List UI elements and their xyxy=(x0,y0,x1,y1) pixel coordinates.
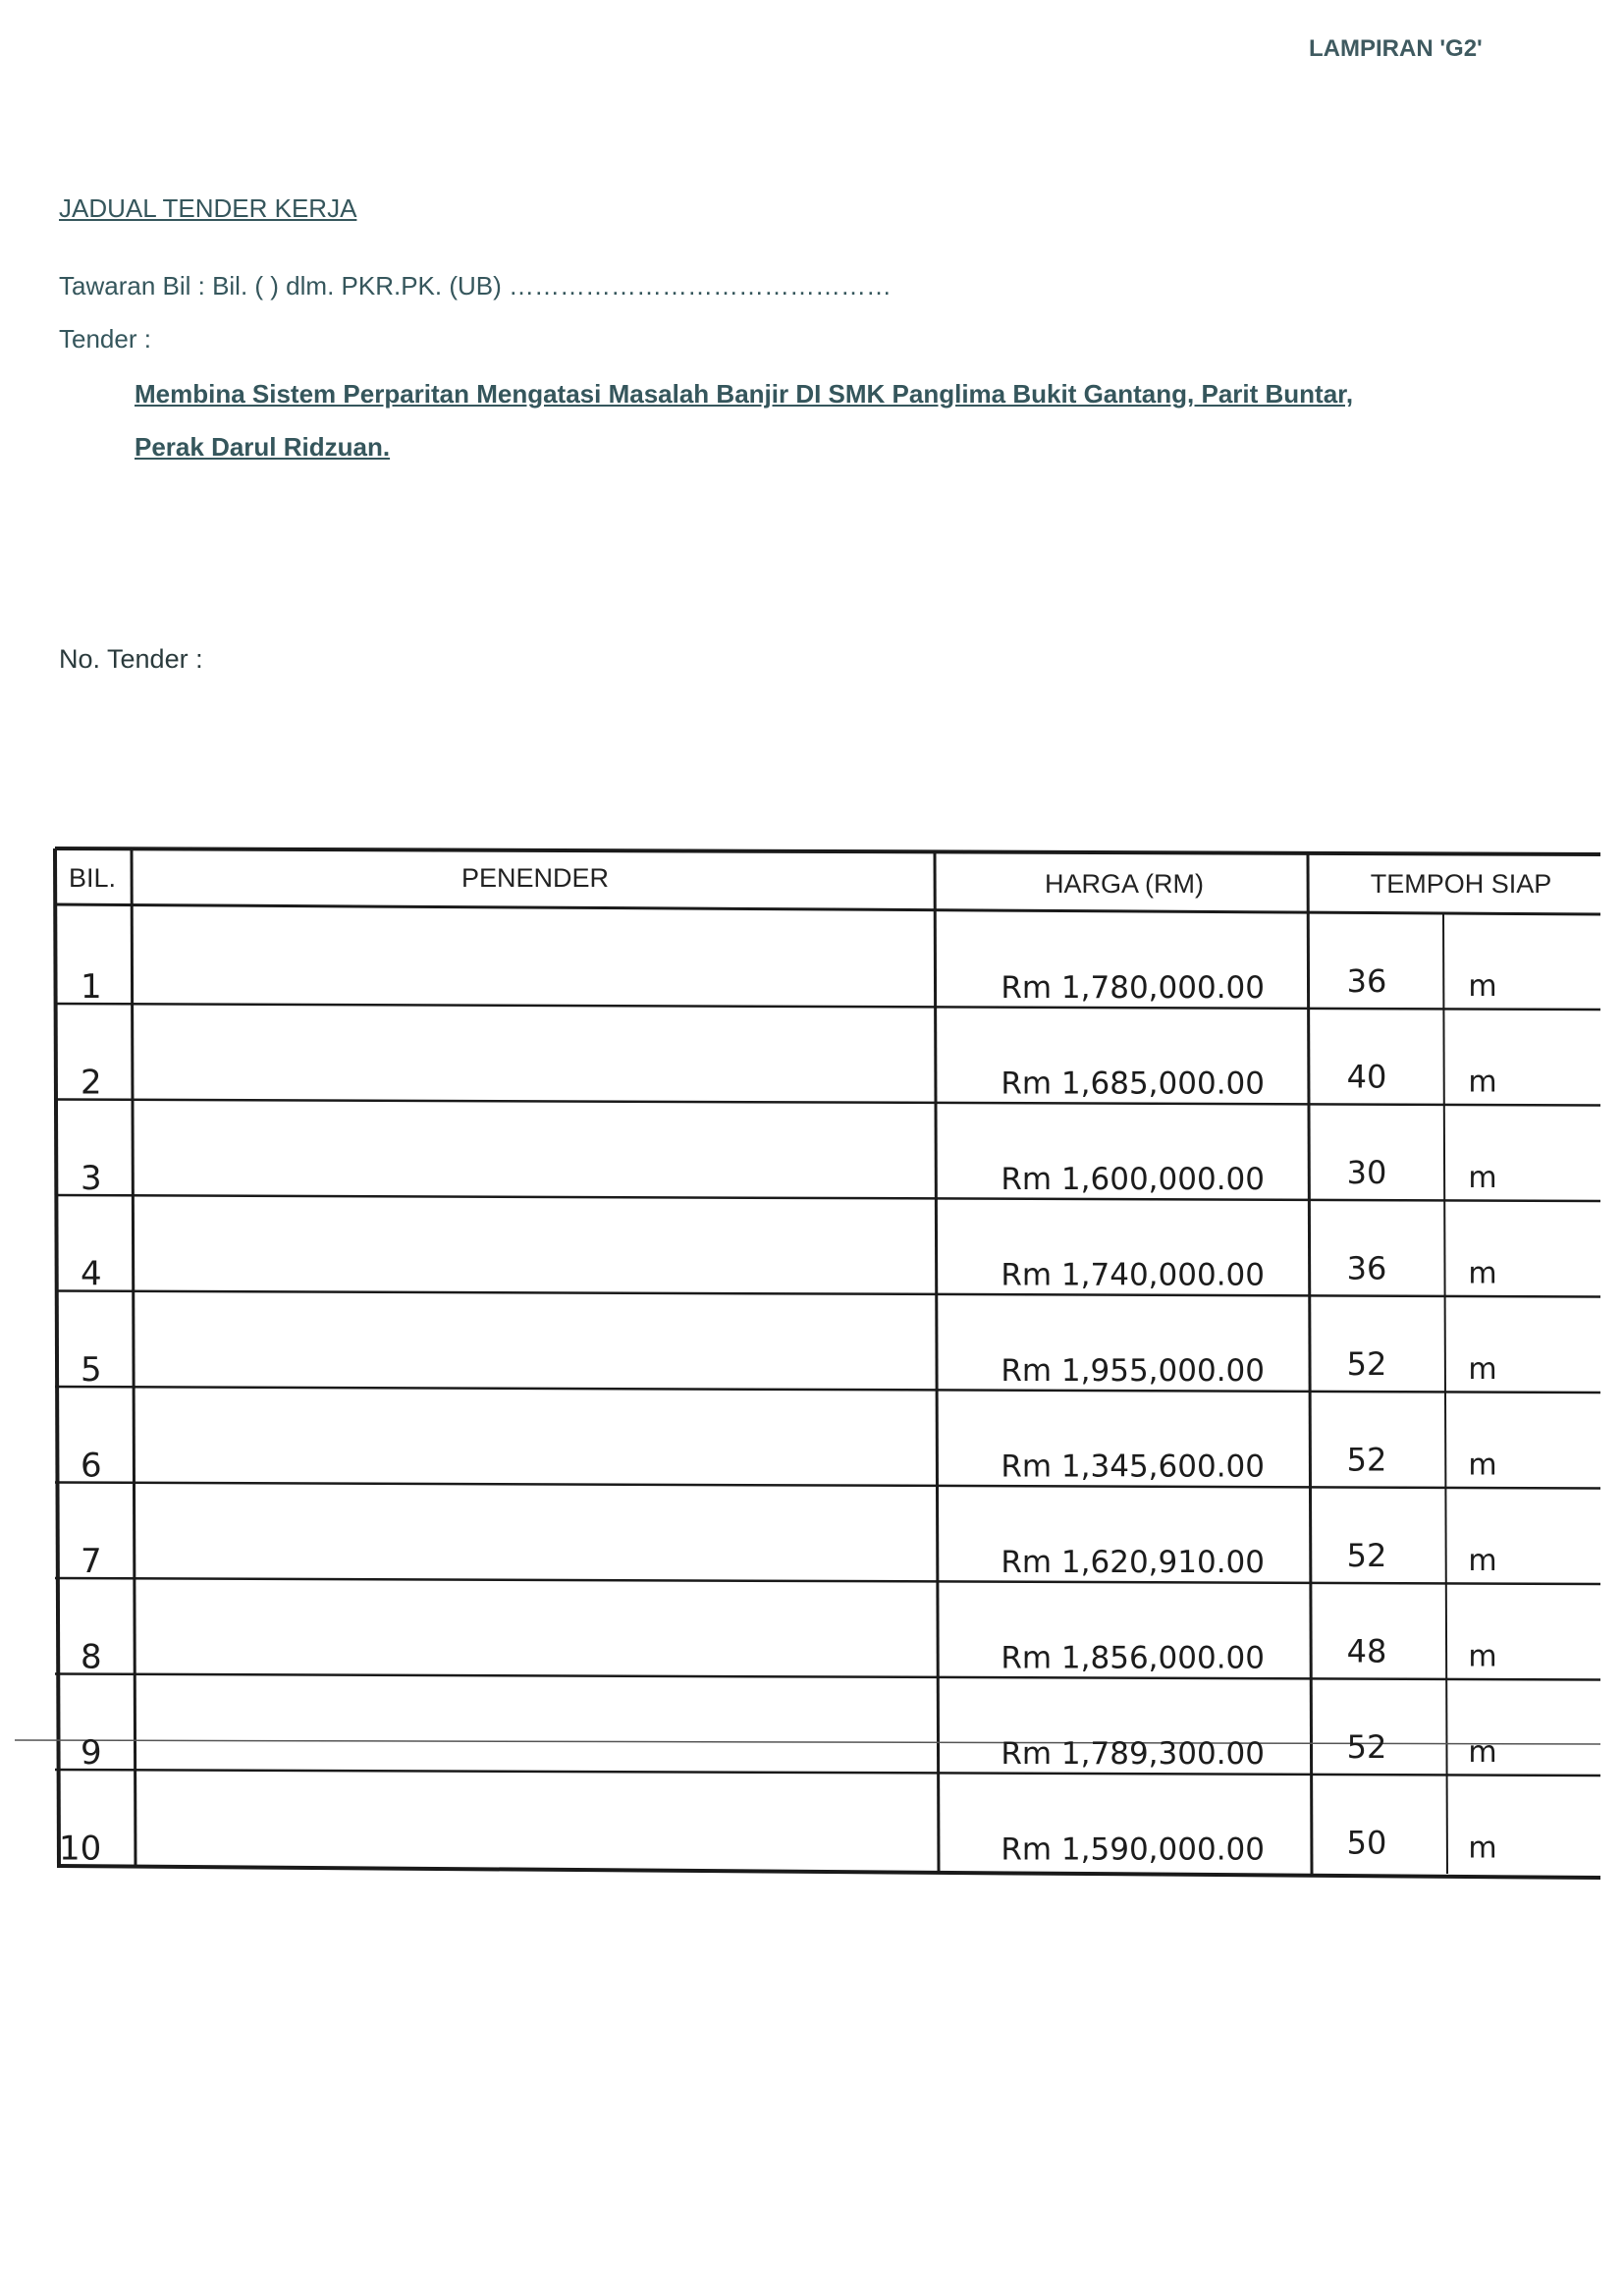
table-rows xyxy=(59,962,1497,1869)
cell-bil: 3 xyxy=(81,1159,102,1198)
cell-tempoh: 50 xyxy=(1346,1824,1387,1862)
page-title: JADUAL TENDER KERJA xyxy=(59,193,357,223)
cell-bil: 1 xyxy=(81,967,102,1007)
cell-harga: Rm 1,789,300.00 xyxy=(1001,1736,1265,1772)
column-header-harga: HARGA (RM) xyxy=(1045,869,1204,899)
cell-unit: m xyxy=(1468,1639,1497,1674)
cell-unit: m xyxy=(1468,1256,1497,1291)
cell-tempoh: 40 xyxy=(1346,1058,1387,1096)
cell-harga: Rm 1,685,000.00 xyxy=(1001,1066,1265,1102)
row-divider xyxy=(55,1674,1600,1680)
offer-number-line: Tawaran Bil : Bil. ( ) dlm. PKR.PK. (UB) ……………………………………… xyxy=(59,271,892,301)
tender-label: Tender : xyxy=(59,324,151,354)
project-title-line-1: Membina Sistem Perparitan Mengatasi Masalah Banjir DI SMK Panglima Bukit Gantang, Parit Buntar, xyxy=(135,379,1354,409)
row-divider xyxy=(55,1100,1600,1106)
cell-unit: m xyxy=(1468,1544,1497,1578)
cell-tempoh: 36 xyxy=(1346,1249,1387,1287)
tender-number-label: No. Tender : xyxy=(59,644,203,674)
cell-tempoh: 52 xyxy=(1346,1537,1387,1574)
cell-bil: 4 xyxy=(81,1254,102,1294)
cell-harga: Rm 1,345,600.00 xyxy=(1001,1449,1265,1485)
project-title-line-2: Perak Darul Ridzuan. xyxy=(135,432,391,462)
cell-bil: 2 xyxy=(81,1063,102,1103)
cell-unit: m xyxy=(1468,1831,1497,1866)
cell-harga: Rm 1,780,000.00 xyxy=(1001,970,1265,1006)
cell-harga: Rm 1,590,000.00 xyxy=(1001,1831,1265,1868)
cell-unit: m xyxy=(1468,1352,1497,1387)
cell-tempoh: 52 xyxy=(1346,1345,1387,1383)
cell-unit: m xyxy=(1468,1735,1497,1770)
cell-tempoh: 30 xyxy=(1346,1154,1387,1191)
column-header-bil: BIL. xyxy=(69,863,117,893)
cell-bil: 6 xyxy=(81,1446,102,1486)
annex-label: LAMPIRAN 'G2' xyxy=(1309,35,1483,62)
row-divider xyxy=(55,1770,1600,1776)
cell-bil: 9 xyxy=(81,1733,102,1773)
cell-bil: 10 xyxy=(59,1829,102,1869)
cell-bil: 8 xyxy=(81,1637,102,1677)
row-divider xyxy=(55,1195,1600,1201)
cell-tempoh: 52 xyxy=(1346,1728,1387,1766)
row-divider xyxy=(55,1387,1600,1393)
cell-bil: 7 xyxy=(81,1542,102,1581)
cell-tempoh: 48 xyxy=(1346,1632,1387,1670)
cell-bil: 5 xyxy=(81,1350,102,1390)
cell-unit: m xyxy=(1468,1161,1497,1195)
cell-unit: m xyxy=(1468,1448,1497,1483)
row-divider xyxy=(55,1291,1600,1297)
row-divider xyxy=(55,1578,1600,1584)
row-divider xyxy=(55,1004,1600,1010)
cell-harga: Rm 1,620,910.00 xyxy=(1001,1545,1265,1580)
cell-harga: Rm 1,740,000.00 xyxy=(1001,1257,1265,1293)
cell-tempoh: 52 xyxy=(1346,1441,1387,1479)
cell-unit: m xyxy=(1468,969,1497,1004)
cell-unit: m xyxy=(1468,1065,1497,1100)
column-header-tempoh: TEMPOH SIAP xyxy=(1370,869,1552,899)
column-header-penender: PENENDER xyxy=(460,863,610,893)
cell-harga: Rm 1,600,000.00 xyxy=(1001,1162,1265,1197)
cell-harga: Rm 1,955,000.00 xyxy=(1001,1353,1265,1389)
row-divider xyxy=(55,1483,1600,1489)
cell-tempoh: 36 xyxy=(1346,962,1387,1000)
cell-harga: Rm 1,856,000.00 xyxy=(1001,1640,1265,1676)
